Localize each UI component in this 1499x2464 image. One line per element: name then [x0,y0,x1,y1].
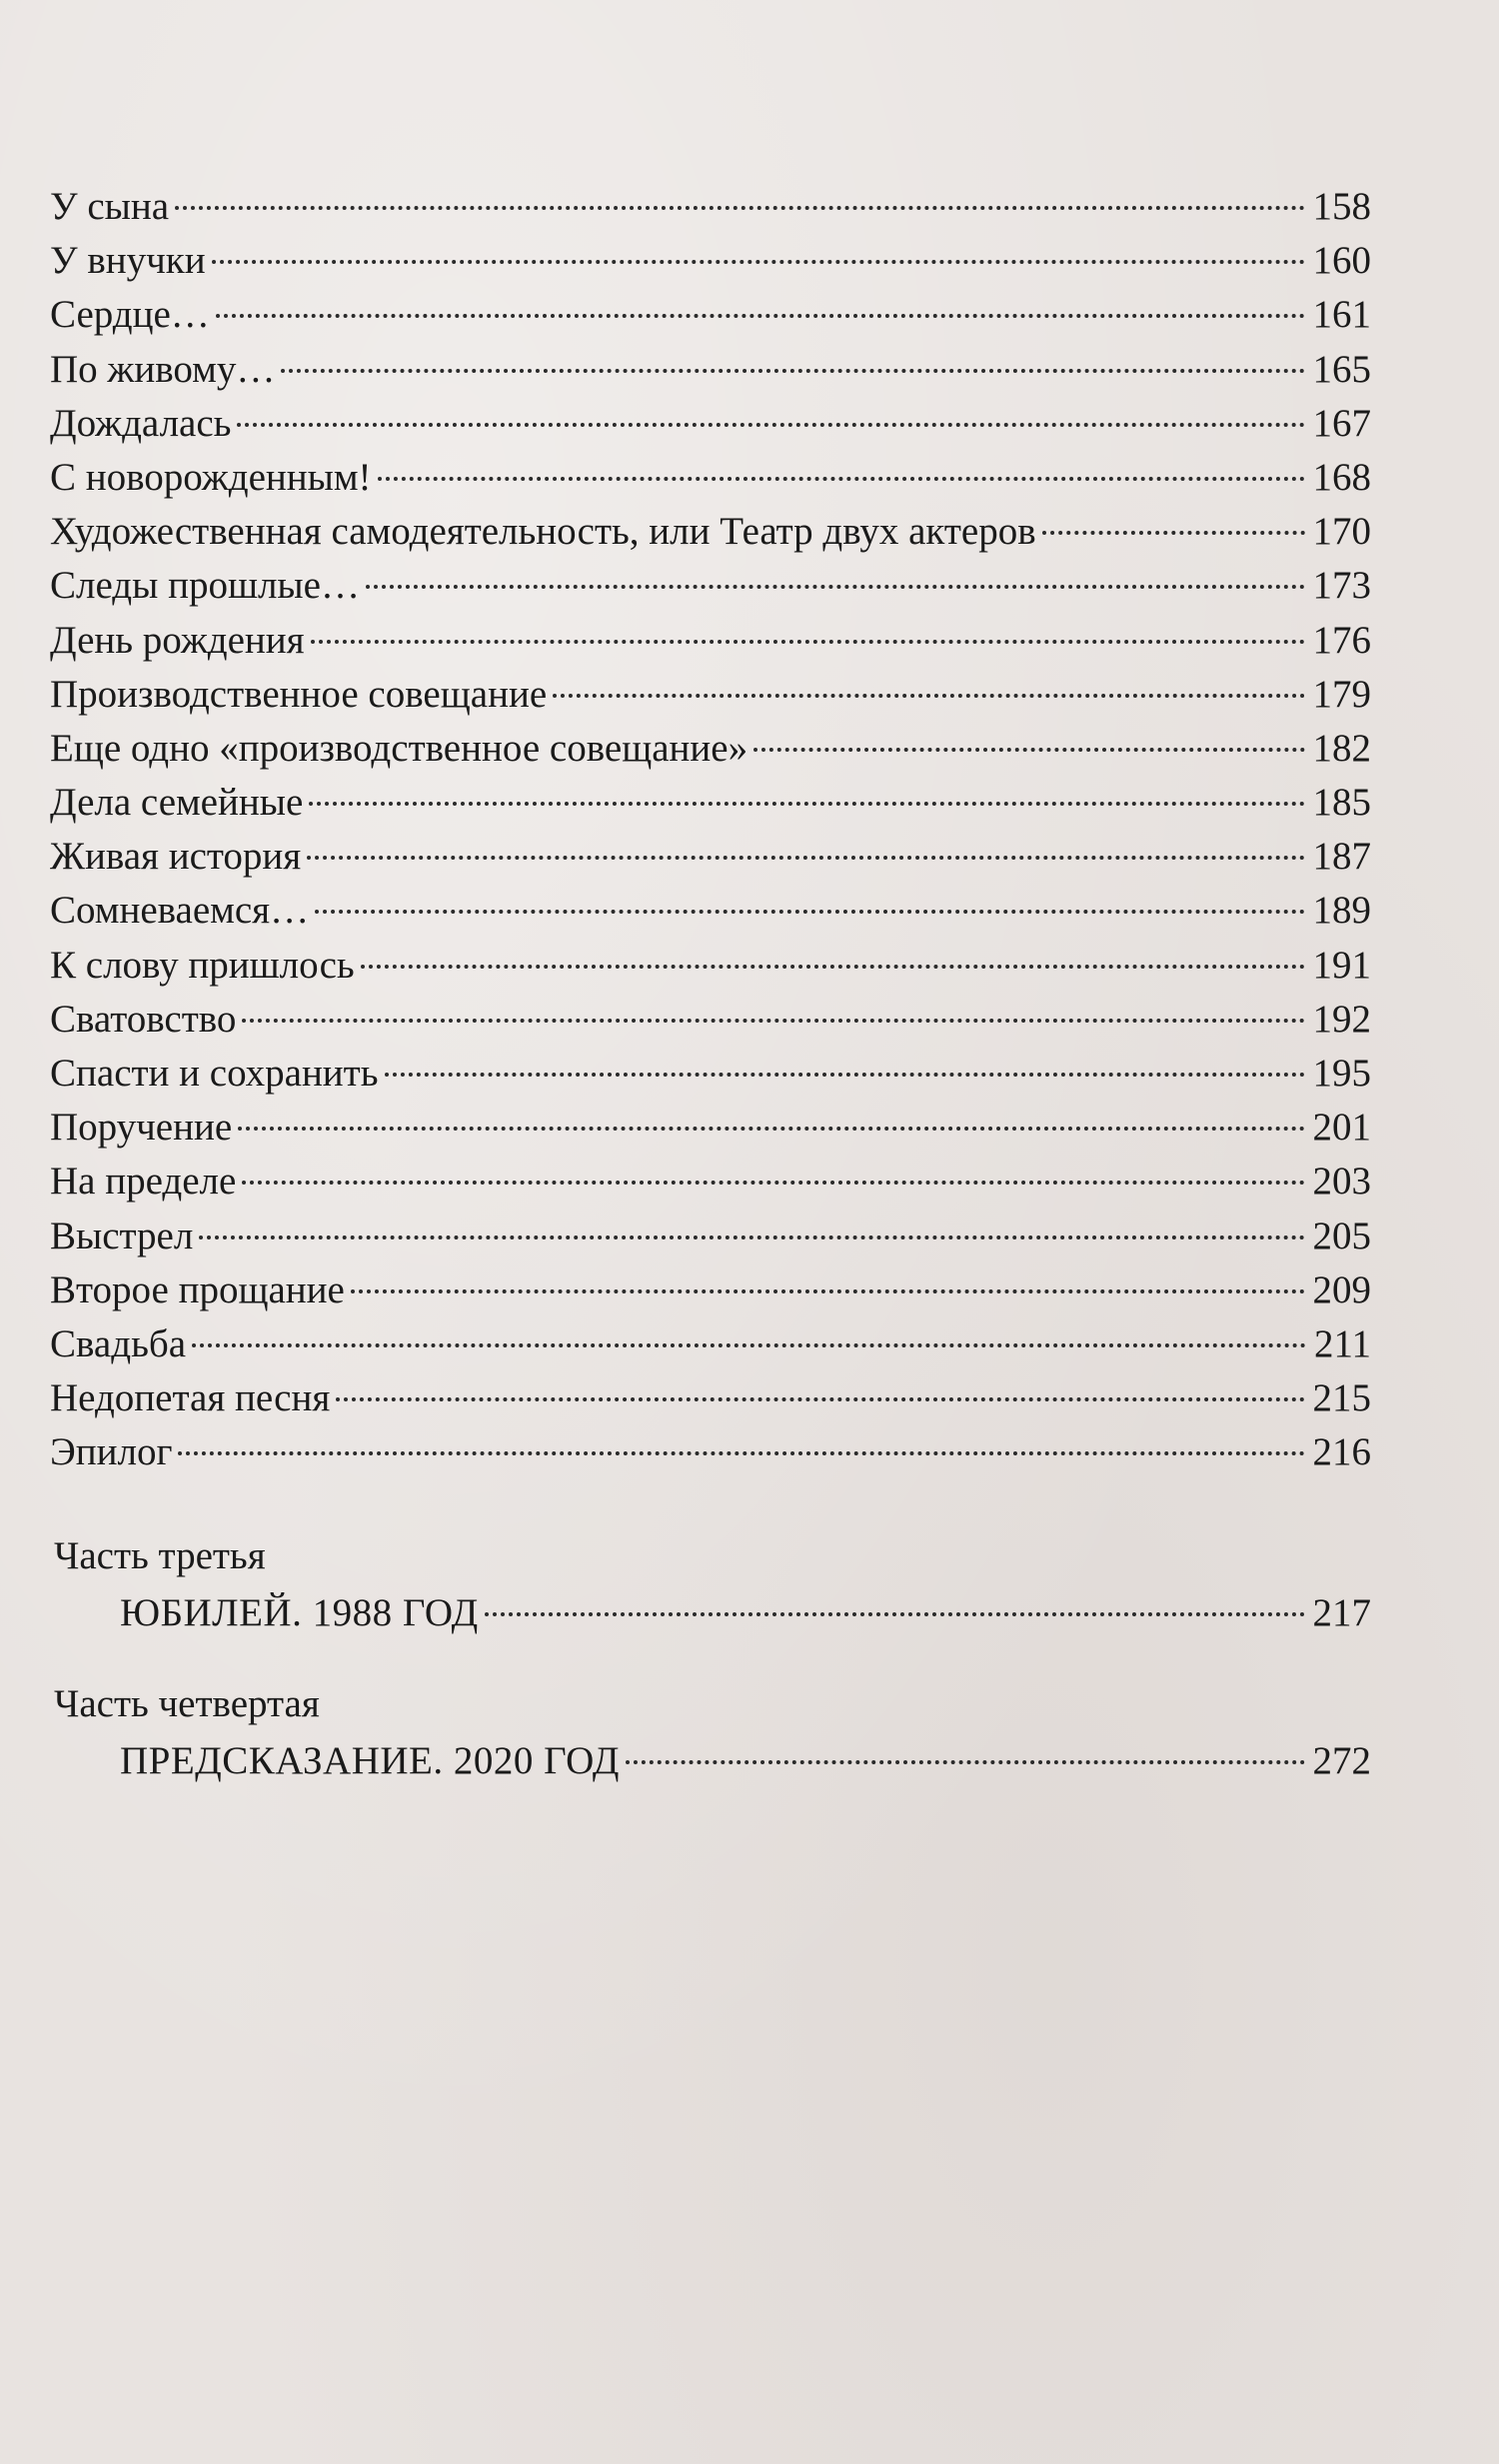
toc-entry-title: У внучки [50,239,206,283]
toc-entry-page: 179 [1312,672,1371,716]
table-of-contents [50,180,1371,1480]
part-title: ПРЕДСКАЗАНИЕ. 2020 ГОД [120,1739,621,1782]
toc-leader-dots [485,1612,1305,1616]
toc-entry [50,614,1371,668]
toc-leader-dots [361,965,1305,969]
toc-entry [50,1317,1371,1371]
toc-entry [50,1210,1371,1263]
toc-entry-title: Второе прощание [50,1267,345,1311]
toc-entry-title: Выстрел [50,1214,194,1257]
toc-leader-dots [385,1073,1305,1077]
toc-entry [50,668,1371,722]
toc-leader-dots [626,1760,1304,1764]
toc-entry-title: Дождалась [50,401,232,445]
toc-entry [50,993,1371,1047]
toc-entry-title: С новорожденным! [50,455,372,499]
toc-leader-dots [753,748,1304,752]
toc-entry-title: Спасти и сохранить [50,1052,379,1095]
toc-entry [50,776,1371,830]
toc-entry-title: Поручение [50,1106,233,1150]
toc-entry-page: 176 [1312,618,1371,662]
toc-leader-dots [307,856,1304,860]
toc-entry-title: Следы прошлые… [50,564,360,608]
toc-entry [50,1425,1371,1479]
toc-entry-title: Свадьба [50,1321,187,1365]
part-entry [50,1583,1371,1643]
toc-entry [50,1155,1371,1209]
toc-entry-page: 195 [1312,1052,1371,1095]
toc-entry-page: 203 [1312,1160,1371,1204]
toc-entry-page: 209 [1312,1267,1371,1311]
part-page: 217 [1312,1591,1371,1634]
toc-entry-page: 165 [1312,347,1371,391]
toc-entry-title: Сомневаемся… [50,889,310,933]
toc-leader-dots [553,694,1304,698]
toc-leader-dots [175,206,1304,210]
toc-entry-page: 160 [1312,239,1371,283]
toc-entry-title: Дела семейные [50,781,304,825]
toc-leader-dots [309,802,1304,806]
toc-entry-title: Еще одно «производственное совещание» [50,726,749,770]
toc-entry-page: 187 [1312,835,1371,879]
part-title: ЮБИЛЕЙ. 1988 ГОД [120,1591,479,1634]
toc-leader-dots [212,260,1305,264]
toc-leader-dots [242,1019,1304,1023]
toc-entry [50,505,1371,559]
toc-leader-dots [178,1451,1304,1455]
toc-entry-page: 161 [1312,293,1371,337]
toc-entry [50,397,1371,451]
toc-entry-title: Живая история [50,835,302,879]
toc-entry [50,234,1371,288]
toc-leader-dots [192,1343,1306,1347]
part-four-section [50,1677,1371,1791]
toc-entry-title: На пределе [50,1160,237,1204]
toc-entry-title: Эпилог [50,1430,173,1474]
toc-entry [50,1263,1371,1317]
toc-leader-dots [378,477,1305,481]
toc-entry-page: 173 [1312,564,1371,608]
toc-entry [50,559,1371,613]
toc-leader-dots [281,369,1304,373]
toc-entry [50,288,1371,342]
toc-entry-title: К слову пришлось [50,943,355,987]
toc-entry-title: День рождения [50,618,305,662]
toc-leader-dots [242,1181,1304,1185]
part-label: Часть четвертая [54,1682,320,1725]
toc-entry [50,939,1371,993]
toc-entry [50,1371,1371,1425]
toc-entry [50,180,1371,234]
toc-entry-title: Художественная самодеятельность, или Театр двух актеров [50,510,1036,554]
toc-leader-dots [351,1289,1305,1293]
toc-leader-dots [216,314,1305,318]
part-entry [50,1731,1371,1791]
toc-leader-dots [336,1397,1304,1401]
toc-entry [50,722,1371,776]
toc-entry-title: По живому… [50,347,276,391]
toc-leader-dots [238,1127,1304,1131]
toc-entry-title: Сердце… [50,293,210,337]
toc-entry-page: 211 [1313,1321,1371,1365]
toc-entry-page: 215 [1312,1376,1371,1420]
toc-entry [50,451,1371,505]
toc-entry-title: Недопетая песня [50,1376,331,1420]
part-label: Часть третья [54,1534,266,1577]
toc-entry [50,830,1371,884]
toc-entry [50,1047,1371,1101]
toc-entry [50,884,1371,938]
toc-leader-dots [315,910,1304,914]
toc-entry-page: 205 [1312,1214,1371,1257]
toc-entry-page: 158 [1312,185,1371,228]
part-three-section [50,1529,1371,1643]
toc-entry-page: 189 [1312,889,1371,933]
toc-leader-dots [1042,531,1305,535]
toc-entry-page: 201 [1312,1106,1371,1150]
toc-entry-page: 191 [1312,943,1371,987]
toc-entry-title: Сватовство [50,997,237,1041]
toc-entry [50,1101,1371,1155]
toc-entry-page: 167 [1312,401,1371,445]
toc-entry-page: 216 [1312,1430,1371,1474]
toc-entry-page: 192 [1312,997,1371,1041]
toc-leader-dots [237,423,1304,427]
toc-entry-page: 170 [1312,510,1371,554]
toc-entry-title: Производственное совещание [50,672,548,716]
toc-entry-page: 168 [1312,455,1371,499]
toc-leader-dots [199,1235,1304,1239]
part-page: 272 [1312,1739,1371,1782]
toc-entry-page: 182 [1312,726,1371,770]
toc-leader-dots [366,585,1305,589]
toc-leader-dots [311,640,1305,644]
toc-entry-title: У сына [50,185,170,228]
toc-entry-page: 185 [1312,781,1371,825]
toc-entry [50,343,1371,397]
